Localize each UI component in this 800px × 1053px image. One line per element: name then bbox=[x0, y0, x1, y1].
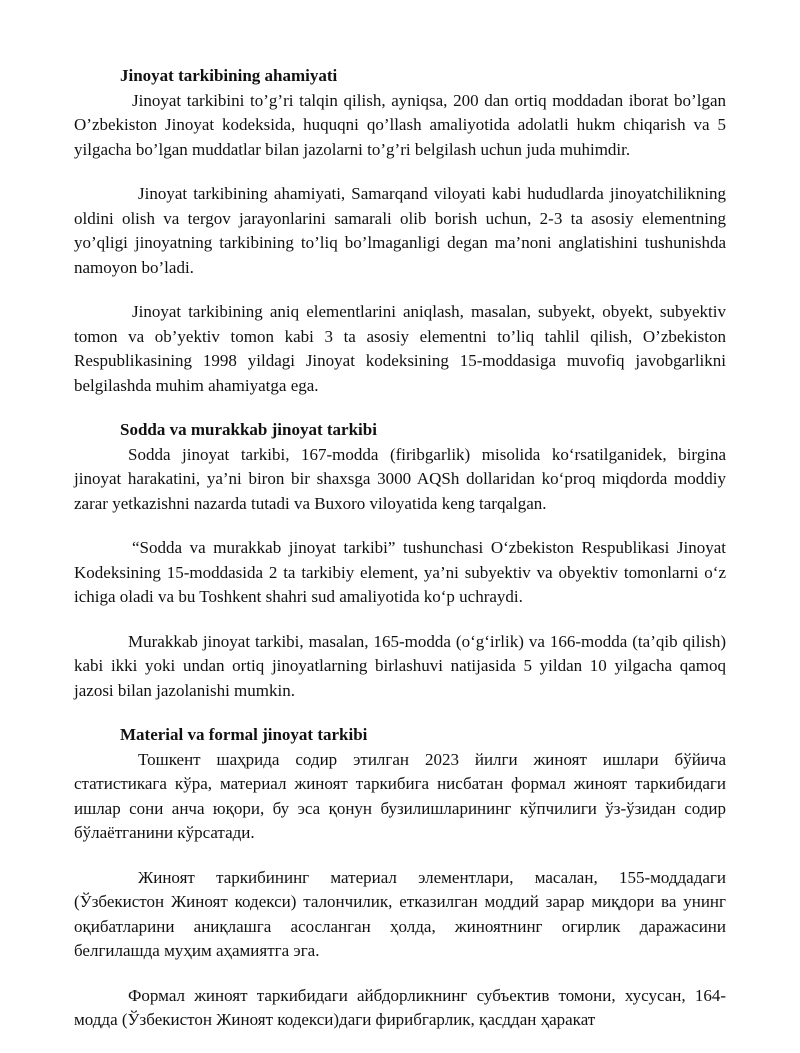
paragraph: “Sodda va murakkab jinoyat tarkibi” tushunchasi O‘zbekiston Respublikasi Jinoyat Kodeksining 15-moddasida 2 ta tarkibiy element, ya’ni subyektiv va obyektiv tomonlarni o‘z ichiga oladi va bu Toshkent shahri sud amaliyotida ko‘p uchraydi. bbox=[74, 538, 726, 606]
section-title: Sodda va murakkab jinoyat tarkibi bbox=[120, 420, 377, 439]
document-page bbox=[74, 64, 726, 1053]
paragraph: Jinoyat tarkibini to’g’ri talqin qilish, ayniqsa, 200 dan ortiq moddadan iborat bo’lgan O’zbekiston Jinoyat kodeksida, huquqni qo’llash amaliyotida adolatli hukm chiqarish va 5 yilgacha bo’lgan muddatlar bilan jazolarni to’g’ri belgilash uchun juda muhimdir. bbox=[74, 90, 726, 159]
section-title: Jinoyat tarkibining ahamiyati bbox=[120, 66, 338, 85]
section-title: Material va formal jinoyat tarkibi bbox=[120, 725, 368, 744]
paragraph: Murakkab jinoyat tarkibi, masalan, 165-modda (o‘g‘irlik) va 166-modda (ta’qib qilish) kabi ikki yoki undan ortiq jinoyatlarning birlashuvi natijasida 5 yildan 10 yilgacha qamoq jazosi bilan jazolanishi mumkin. bbox=[74, 631, 726, 700]
paragraph: Sodda jinoyat tarkibi, 167-modda (firibgarlik) misolida ko‘rsatilganidek, birgina jinoyat harakatini, ya’ni biron bir shaxsga 3000 AQSh dollaridan ko‘proq miqdorda moddiy zarar yetkazishni nazarda tutadi va Buxoro viloyatida keng tarqalgan. bbox=[74, 444, 726, 513]
paragraph: Тошкент шаҳрида содир этилган 2023 йилги жиноят ишлари бўйича статистикага кўра, материал жиноят таркибига нисбатан формал жиноят таркибидаги ишлар сони анча юқори, бу эса қонун бузилишларининг кўпчилиги ўз-ўзидан содир бўлаётганини кўрсатади. bbox=[74, 749, 726, 842]
paragraph: Формал жиноят таркибидаги айбдорликнинг субъектив томони, хусусан, 164-модда (Ўзбекистон Жиноят кодекси)даги фирибгарлик, қасддан ҳаракат bbox=[74, 985, 726, 1029]
paragraph: Жиноят таркибининг материал элементлари, масалан, 155-моддадаги (Ўзбекистон Жиноят кодекси) талончилик, етказилган моддий зарар миқдори ва унинг оқибатларини аниқлашга асосланган ҳолда, жиноятнинг огирлик даражасини белгилашда муҳим аҳамиятга эга. bbox=[74, 867, 726, 960]
paragraph: Jinoyat tarkibining ahamiyati, Samarqand viloyati kabi hududlarda jinoyatchilikning oldini olish va tergov jarayonlarini samarali olib borish uchun, 2-3 ta asosiy elementning yo’qligi jinoyatning tarkibining to’liq bo’lmaganligi degan ma’noni anglatishini tushunishda namoyon bo’ladi. bbox=[74, 184, 726, 277]
paragraph: Jinoyat tarkibining aniq elementlarini aniqlash, masalan, subyekt, obyekt, subyektiv tomon va ob’yektiv tomon kabi 3 ta asosiy elementni to’liq tahlil qilish, O’zbekiston Respublikasining 1998 yildagi Jinoyat kodeksining 15-moddasiga muvofiq javobgarlikni belgilashda muhim ahamiyatga ega. bbox=[74, 302, 726, 395]
